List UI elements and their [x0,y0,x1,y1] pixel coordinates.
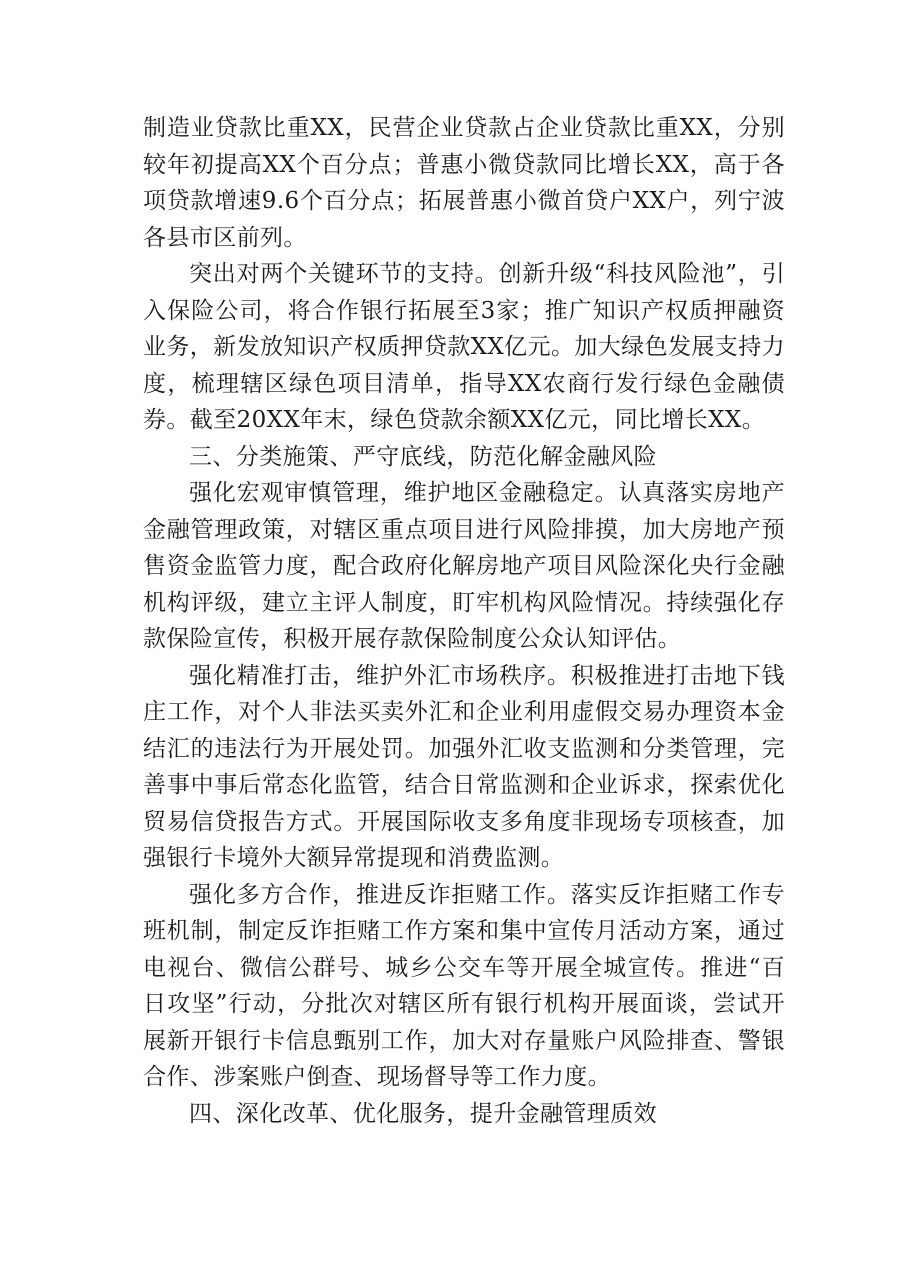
paragraph-forex-order: 强化精准打击，维护外汇市场秩序。积极推进打击地下钱庄工作，对个人非法买卖外汇和企业利用虚假交易办理资本金结汇的违法行为开展处罚。加强外汇收支监测和分类管理，完善事中事后常态化监管，结合日常监测和企业诉求，探索优化贸易信贷报告方式。开展国际收支多角度非现场专项核查，加强银行卡境外大额异常提现和消费监测。 [143,662,785,871]
paragraph-continuation: 制造业贷款比重XX，民营企业贷款占企业贷款比重XX，分别较年初提高XX个百分点；普惠小微贷款同比增长XX，高于各项贷款增速9.6个百分点；拓展普惠小微首贷户XX户，列宁波各县市区前列。 [143,115,785,251]
paragraph-anti-fraud: 强化多方合作，推进反诈拒赌工作。落实反诈拒赌工作专班机制，制定反诈拒赌工作方案和集中宣传月活动方案，通过电视台、微信公群号、城乡公交车等开展全城宣传。推进“百日攻坚”行动，分批次对辖区所有银行机构开展面谈，尝试开展新开银行卡信息甄别工作，加大对存量账户风险排查、警银合作、涉案账户倒查、现场督导等工作力度。 [143,881,785,1090]
document-body [143,110,785,1132]
paragraph-macro-prudential: 强化宏观审慎管理，维护地区金融稳定。认真落实房地产金融管理政策，对辖区重点项目进行风险排摸，加大房地产预售资金监管力度，配合政府化解房地产项目风险深化央行金融机构评级，建立主评人制度，盯牢机构风险情况。持续强化存款保险宣传，积极开展存款保险制度公众认知评估。 [143,480,785,652]
section-heading-three: 三、分类施策、严守底线，防范化解金融风险 [189,443,657,470]
section-heading-four: 四、深化改革、优化服务，提升金融管理质效 [189,1100,657,1127]
paragraph-tech-green-support: 突出对两个关键环节的支持。创新升级“科技风险池”，引入保险公司，将合作银行拓展至3家；推广知识产权质押融资业务，新发放知识产权质押贷款XX亿元。加大绿色发展支持力度，梳理辖区绿色项目清单，指导XX农商行发行绿色金融债券。截至20XX年末，绿色贷款余额XX亿元，同比增长XX。 [143,261,785,433]
